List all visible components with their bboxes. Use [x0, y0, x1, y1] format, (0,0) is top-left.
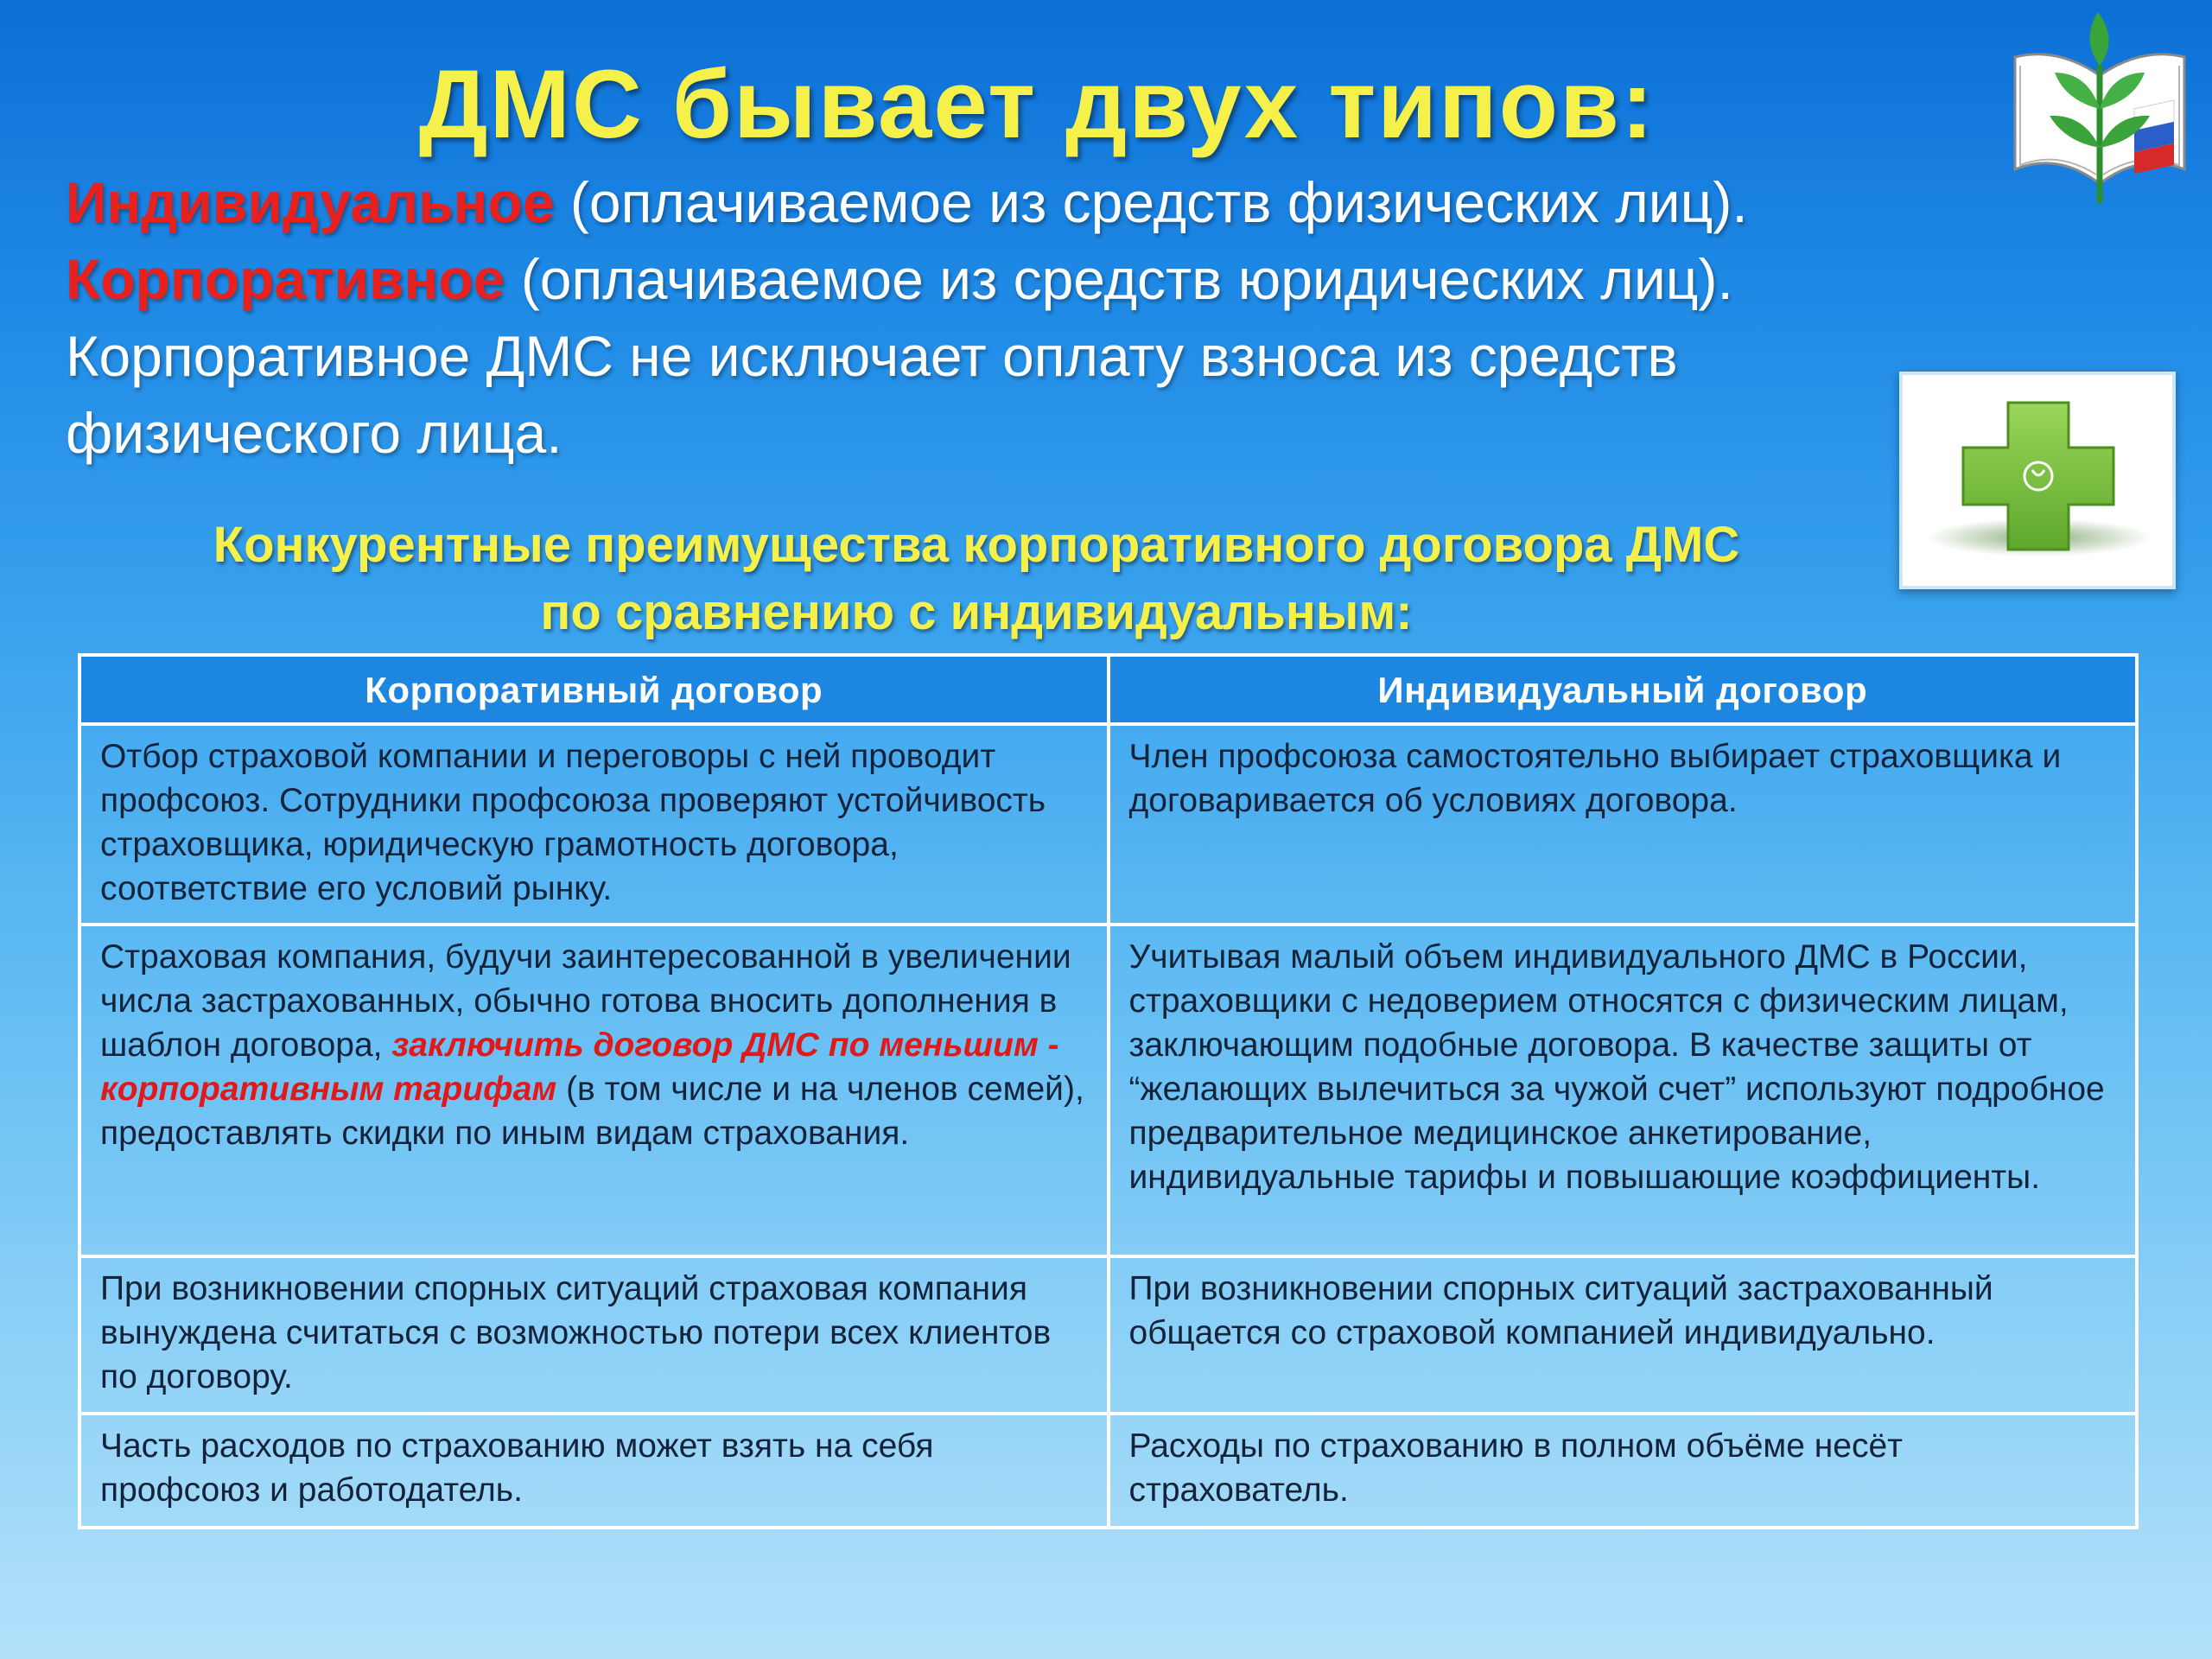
table-caption	[69, 512, 1884, 646]
medical-cross-icon	[1903, 375, 2172, 586]
intro-note-line1: Корпоративное ДМС не исключает оплату взноса из средств	[66, 324, 1678, 388]
cell-corporate: Отбор страховой компании и переговоры с ней проводит профсоюз. Сотрудники профсоюза проверяют устойчивость страховщика, юридическую грамотность договора, соответствие его условий рынку.	[79, 724, 1109, 925]
highlighted-text: заключить договор ДМС по меньшим - корпоративным тарифам	[100, 1027, 1059, 1108]
individual-description: (оплачиваемое из средств физических лиц).	[554, 170, 1748, 234]
table-caption-line1: Конкурентные преимущества корпоративного договора ДМС	[213, 517, 1740, 573]
cell-text: Страховая компания, будучи заинтересованной в увеличении числа застрахованных, обычно готова вносить дополнения в шаблон договора,	[100, 938, 1071, 1064]
table-row	[79, 724, 2137, 925]
cell-corporate: При возникновении спорных ситуаций страховая компания вынуждена считаться с возможностью потери всех клиентов по договору.	[79, 1256, 1109, 1414]
intro-line-corporate	[66, 241, 1993, 318]
table-row	[79, 1256, 2137, 1414]
intro-line-individual	[66, 164, 1993, 241]
cell-individual: Член профсоюза самостоятельно выбирает страховщика и договаривается об условиях договора.	[1109, 724, 2138, 925]
corporate-description: (оплачиваемое из средств юридических лиц).	[505, 247, 1733, 311]
corporate-label: Корпоративное	[66, 247, 505, 311]
page-title: ДМС бывает двух типов:	[418, 50, 1656, 158]
trade-union-logo-icon	[2005, 5, 2195, 213]
individual-label: Индивидуальное	[66, 170, 555, 234]
header-individual: Индивидуальный договор	[1109, 655, 2138, 724]
table-caption-line2: по сравнению с индивидуальным:	[540, 584, 1413, 640]
intro-text	[66, 164, 1993, 472]
medical-cross-card	[1899, 372, 2176, 589]
comparison-table	[78, 653, 2139, 1529]
cell-individual: При возникновении спорных ситуаций застрахованный общается со страховой компанией индивидуально.	[1109, 1256, 2138, 1414]
table-header-row	[79, 655, 2137, 724]
cell-individual: Учитывая малый объем индивидуального ДМС в России, страховщики с недоверием относятся с физическим лицам, заключающим подобные договора. В качестве защиты от “желающих вылечиться за чужой счет” используют подробное предварительное медицинское анкетирование, индивидуальные тарифы и повышающие коэффициенты.	[1109, 925, 2138, 1256]
table-row	[79, 925, 2137, 1256]
intro-note-line2: физического лица.	[66, 401, 563, 465]
table-row	[79, 1414, 2137, 1528]
cell-text: (в том числе и на членов семей), предоставлять скидки по иным видам страхования.	[100, 1071, 1084, 1152]
cell-individual: Расходы по страхованию в полном объёме несёт страхователь.	[1109, 1414, 2138, 1528]
cell-corporate: Часть расходов по страхованию может взять на себя профсоюз и работодатель.	[79, 1414, 1109, 1528]
cell-corporate	[79, 925, 1109, 1256]
header-corporate: Корпоративный договор	[79, 655, 1109, 724]
